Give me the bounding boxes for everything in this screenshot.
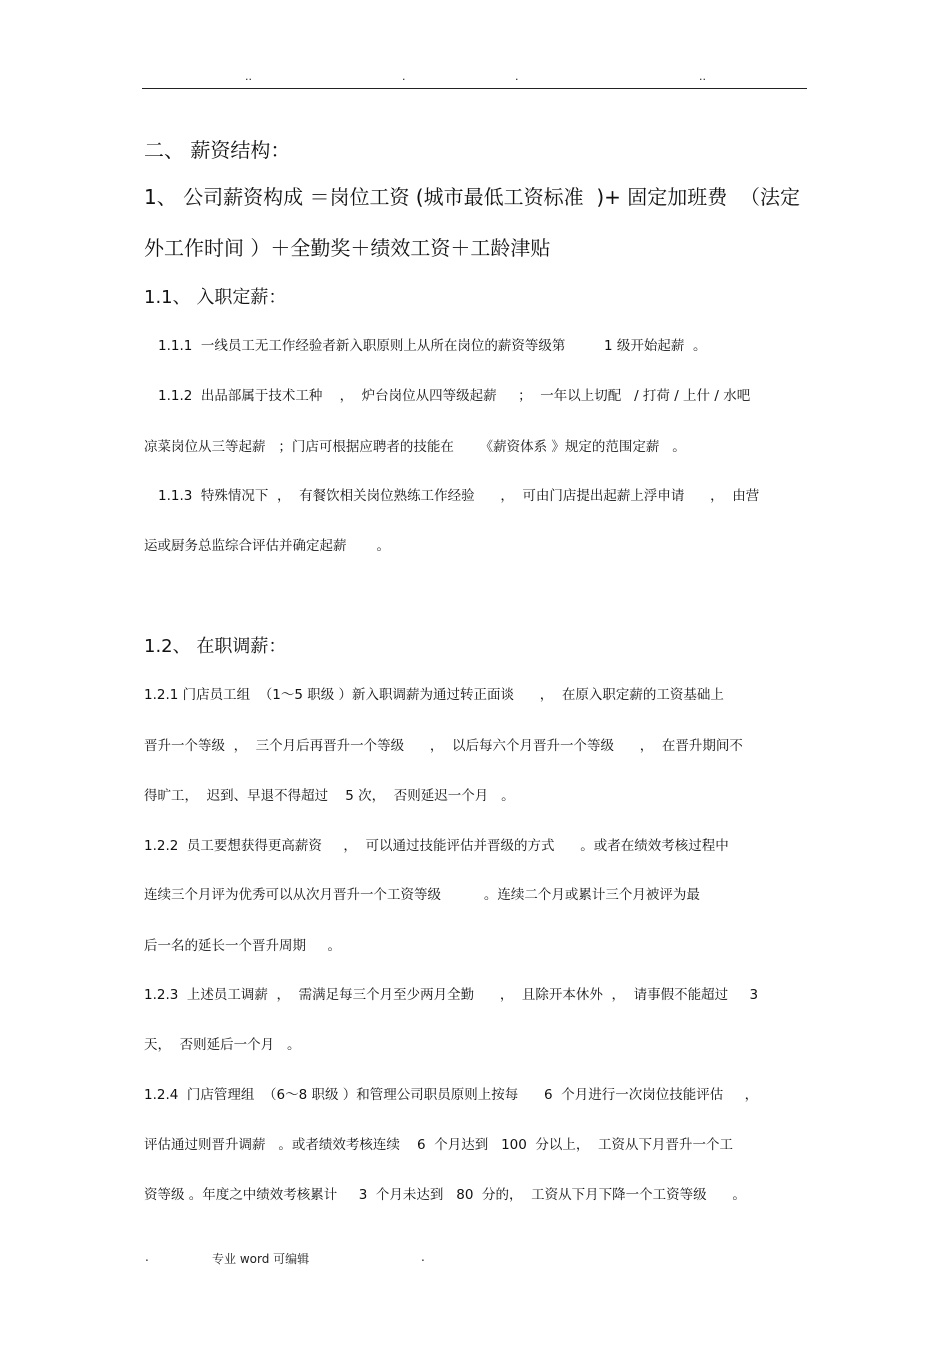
subsection-title-1-2: 1.2、 在职调薪： — [144, 636, 287, 657]
paragraph-line: 运或厨务总监综合评估并确定起薪 。 — [144, 538, 391, 554]
paragraph-line: 评估通过则晋升调薪 。或者绩效考核连续 6 个月达到 100 分以上， 工资从下月晋升一个工 — [144, 1137, 734, 1153]
header-dot-1: .. — [245, 70, 252, 83]
header-dot-3: . — [515, 70, 519, 83]
header-divider — [142, 88, 807, 89]
footer-dot-left: . — [145, 1250, 149, 1264]
paragraph-line: 天， 否则延后一个月 。 — [144, 1037, 301, 1053]
paragraph-line: 1.1.3 特殊情况下 ， 有餐饮相关岗位熟练工作经验 ， 可由门店提出起薪上浮申请 ， 由营 — [158, 488, 760, 504]
paragraph-line: 1.2.3 上述员工调薪 ， 需满足每三个月至少两月全勤 ， 且除开本休外 ， 请事假不能超过 3 — [144, 987, 759, 1003]
paragraph-line: 1.2.2 员工要想获得更高薪资 ， 可以通过技能评估并晋级的方式 。或者在绩效考核过程中 — [144, 838, 729, 854]
formula-line-1: 1、 公司薪资构成 ＝岗位工资 (城市最低工资标准 )+ 固定加班费 （法定 — [144, 185, 800, 209]
header-dot-2: . — [402, 70, 406, 83]
section-title: 二、 薪资结构： — [144, 138, 291, 162]
paragraph-line: 1.1.1 一线员工无工作经验者新入职原则上从所在岗位的薪资等级第 1 级开始起薪 。 — [158, 338, 707, 354]
subsection-title-1-1: 1.1、 入职定薪： — [144, 287, 287, 308]
paragraph-line: 得旷工， 迟到、早退不得超过 5 次， 否则延迟一个月 。 — [144, 788, 515, 804]
paragraph-line: 晋升一个等级 ， 三个月后再晋升一个等级 ， 以后每六个月晋升一个等级 ， 在晋升期间不 — [144, 738, 743, 754]
paragraph-line: 连续三个月评为优秀可以从次月晋升一个工资等级 。连续二个月或累计三个月被评为最 — [144, 887, 700, 903]
footer-dot-right: . — [421, 1250, 425, 1264]
page-header-dots — [0, 70, 950, 90]
paragraph-line: 1.2.1 门店员工组 （1～5 职级 ）新入职调薪为通过转正面谈 ， 在原入职定薪的工资基础上 — [144, 687, 724, 703]
paragraph-line: 凉菜岗位从三等起薪 ；门店可根据应聘者的技能在 《薪资体系 》规定的范围定薪 。 — [144, 439, 686, 455]
formula-line-2: 外工作时间 ）＋全勤奖＋绩效工资＋工龄津贴 — [144, 236, 551, 260]
paragraph-line: 后一名的延长一个晋升周期 。 — [144, 938, 341, 954]
footer-text: 专业 word 可编辑 — [212, 1252, 310, 1266]
header-dot-4: .. — [699, 70, 706, 83]
paragraph-line: 1.1.2 出品部属于技术工种 ， 炉台岗位从四等级起薪 ； 一年以上切配 / 打荷 / 上什 / 水吧 — [158, 388, 751, 404]
paragraph-line: 1.2.4 门店管理组 （6～8 职级 ）和管理公司职员原则上按每 6 个月进行一次岗位技能评估 ， — [144, 1087, 759, 1103]
paragraph-line: 资等级 。年度之中绩效考核累计 3 个月未达到 80 分的， 工资从下月下降一个工资等级 。 — [144, 1187, 746, 1203]
